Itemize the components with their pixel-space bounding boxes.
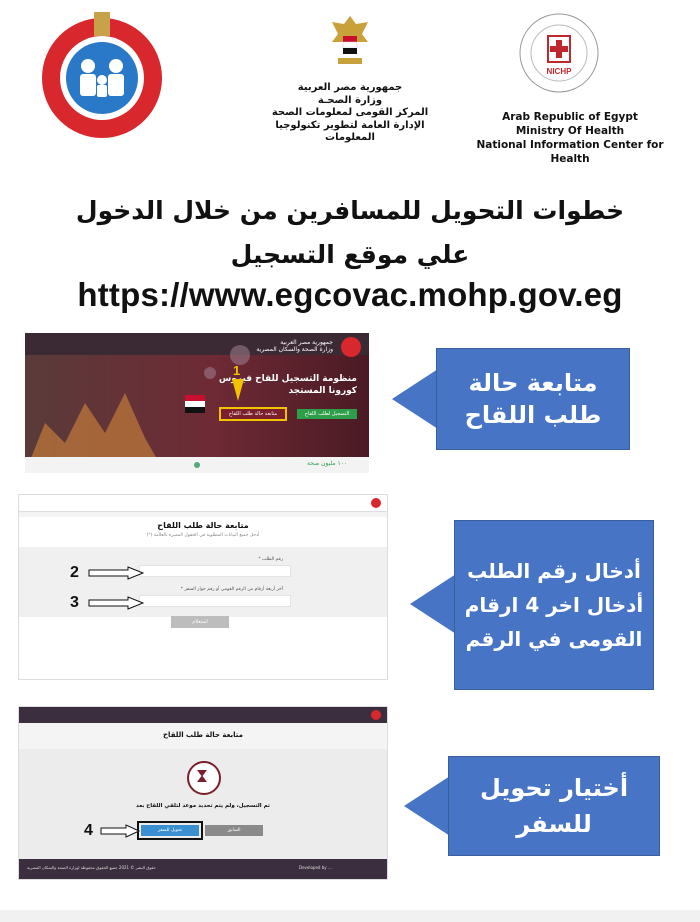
arrow-right-icon (88, 566, 144, 580)
follow-status-button[interactable]: متابعة حالة طلب اللقاح (221, 409, 285, 419)
top-nav (19, 495, 387, 512)
footer-left: Developed by ... (299, 865, 332, 870)
nichp-logo (518, 12, 600, 94)
site-url: https://www.egcovac.mohp.gov.eg (77, 276, 623, 313)
header-line: National Information Center for Health (476, 139, 664, 165)
ministry-arabic-block (250, 82, 450, 145)
page-subtitle: علي موقع التسجيل (230, 240, 470, 269)
header-line: Arab Republic of Egypt (502, 111, 638, 123)
page-title: خطوات التحويل للمسافرين من خلال الدخول (75, 196, 625, 225)
status-message: تم التسجيل، ولم يتم تحديد موعد لتلقي اللقاح بعد (136, 803, 270, 809)
step-marker: 3 (70, 594, 79, 611)
header-line: Ministry Of Health (515, 125, 625, 137)
request-number-input[interactable] (139, 565, 291, 577)
site-header-line: وزارة الصحة والسكان المصرية (256, 346, 333, 353)
callout-arrow-icon (404, 776, 450, 836)
nav-logo (371, 498, 381, 508)
callout-line: طلب اللقاح (464, 401, 602, 429)
register-button[interactable]: التسجيل لطلب اللقاح (297, 409, 357, 419)
travel-transfer-button[interactable]: تحويل للسفر (141, 825, 199, 836)
callout-line: متابعة حالة (468, 369, 598, 397)
field-label: رقم الطلب * (258, 557, 283, 562)
step-marker: 4 (84, 822, 93, 839)
brand-logo: ١٠٠ مليون صحة (307, 460, 348, 467)
header-line: جمهورية مصر العربية (297, 82, 403, 93)
form-title: متابعة حالة طلب اللقاح (157, 521, 249, 530)
form-subtitle: أدخل جميع البيانات المطلوبة في الحقول المميزة بالعلامة (*) (146, 533, 260, 538)
site-header-line: جمهورية مصر العربية (280, 339, 333, 346)
submit-button[interactable]: استعلام (171, 616, 229, 628)
header-line: الإدارة العامة لتطوير تكنولوجيا المعلومات (275, 119, 425, 143)
step-marker: 1 (233, 363, 241, 378)
arrow-down-icon (232, 379, 244, 401)
top-nav (19, 707, 387, 723)
step2-screenshot (18, 494, 388, 680)
field-label: آخر أربعة أرقام من الرقم القومي أو رقم جواز السفر * (180, 587, 283, 592)
national-id-digits-input[interactable] (139, 595, 291, 607)
step3-callout (404, 756, 660, 856)
back-button[interactable]: السابق (205, 825, 263, 836)
flag-icon (185, 395, 205, 413)
site-logo (341, 337, 361, 357)
callout-arrow-icon (392, 369, 438, 429)
moh-logo (32, 8, 172, 140)
hero-line: منظومة التسجيل للقاح فيروس (218, 374, 357, 384)
callout-arrow-icon (410, 574, 456, 634)
callout-line: للسفر (516, 810, 592, 838)
step-marker: 2 (70, 564, 79, 581)
callout-line: أختيار تحويل (479, 774, 629, 802)
step1-screenshot (25, 333, 369, 473)
page-bottom-strip (0, 910, 700, 922)
callout-line: القومى في الرقم (465, 627, 643, 651)
callout-line: أدخال رقم الطلب (467, 559, 641, 583)
step1-callout (392, 348, 630, 450)
ministry-english-block (470, 110, 670, 166)
footer-right: حقوق النشر © 2021 جميع الحقوق محفوظة لوزارة الصحة والسكان المصرية (27, 865, 156, 870)
nichp-abbr: NICHP (546, 67, 572, 76)
hero-line: كورونا المستجد (288, 386, 357, 396)
egypt-eagle-emblem (328, 12, 372, 72)
step3-screenshot (18, 706, 388, 880)
page-title: متابعة حالة طلب اللقاح (163, 731, 243, 739)
callout-line: أدخال اخر 4 ارقام (464, 593, 644, 617)
header-line: المركز القومى لمعلومات الصحة (271, 107, 429, 118)
step2-callout (410, 520, 654, 690)
arrow-right-icon (100, 824, 140, 838)
nav-logo (371, 710, 381, 720)
header-line: وزارة الصحـة (317, 94, 383, 106)
arrow-right-icon (88, 596, 144, 610)
